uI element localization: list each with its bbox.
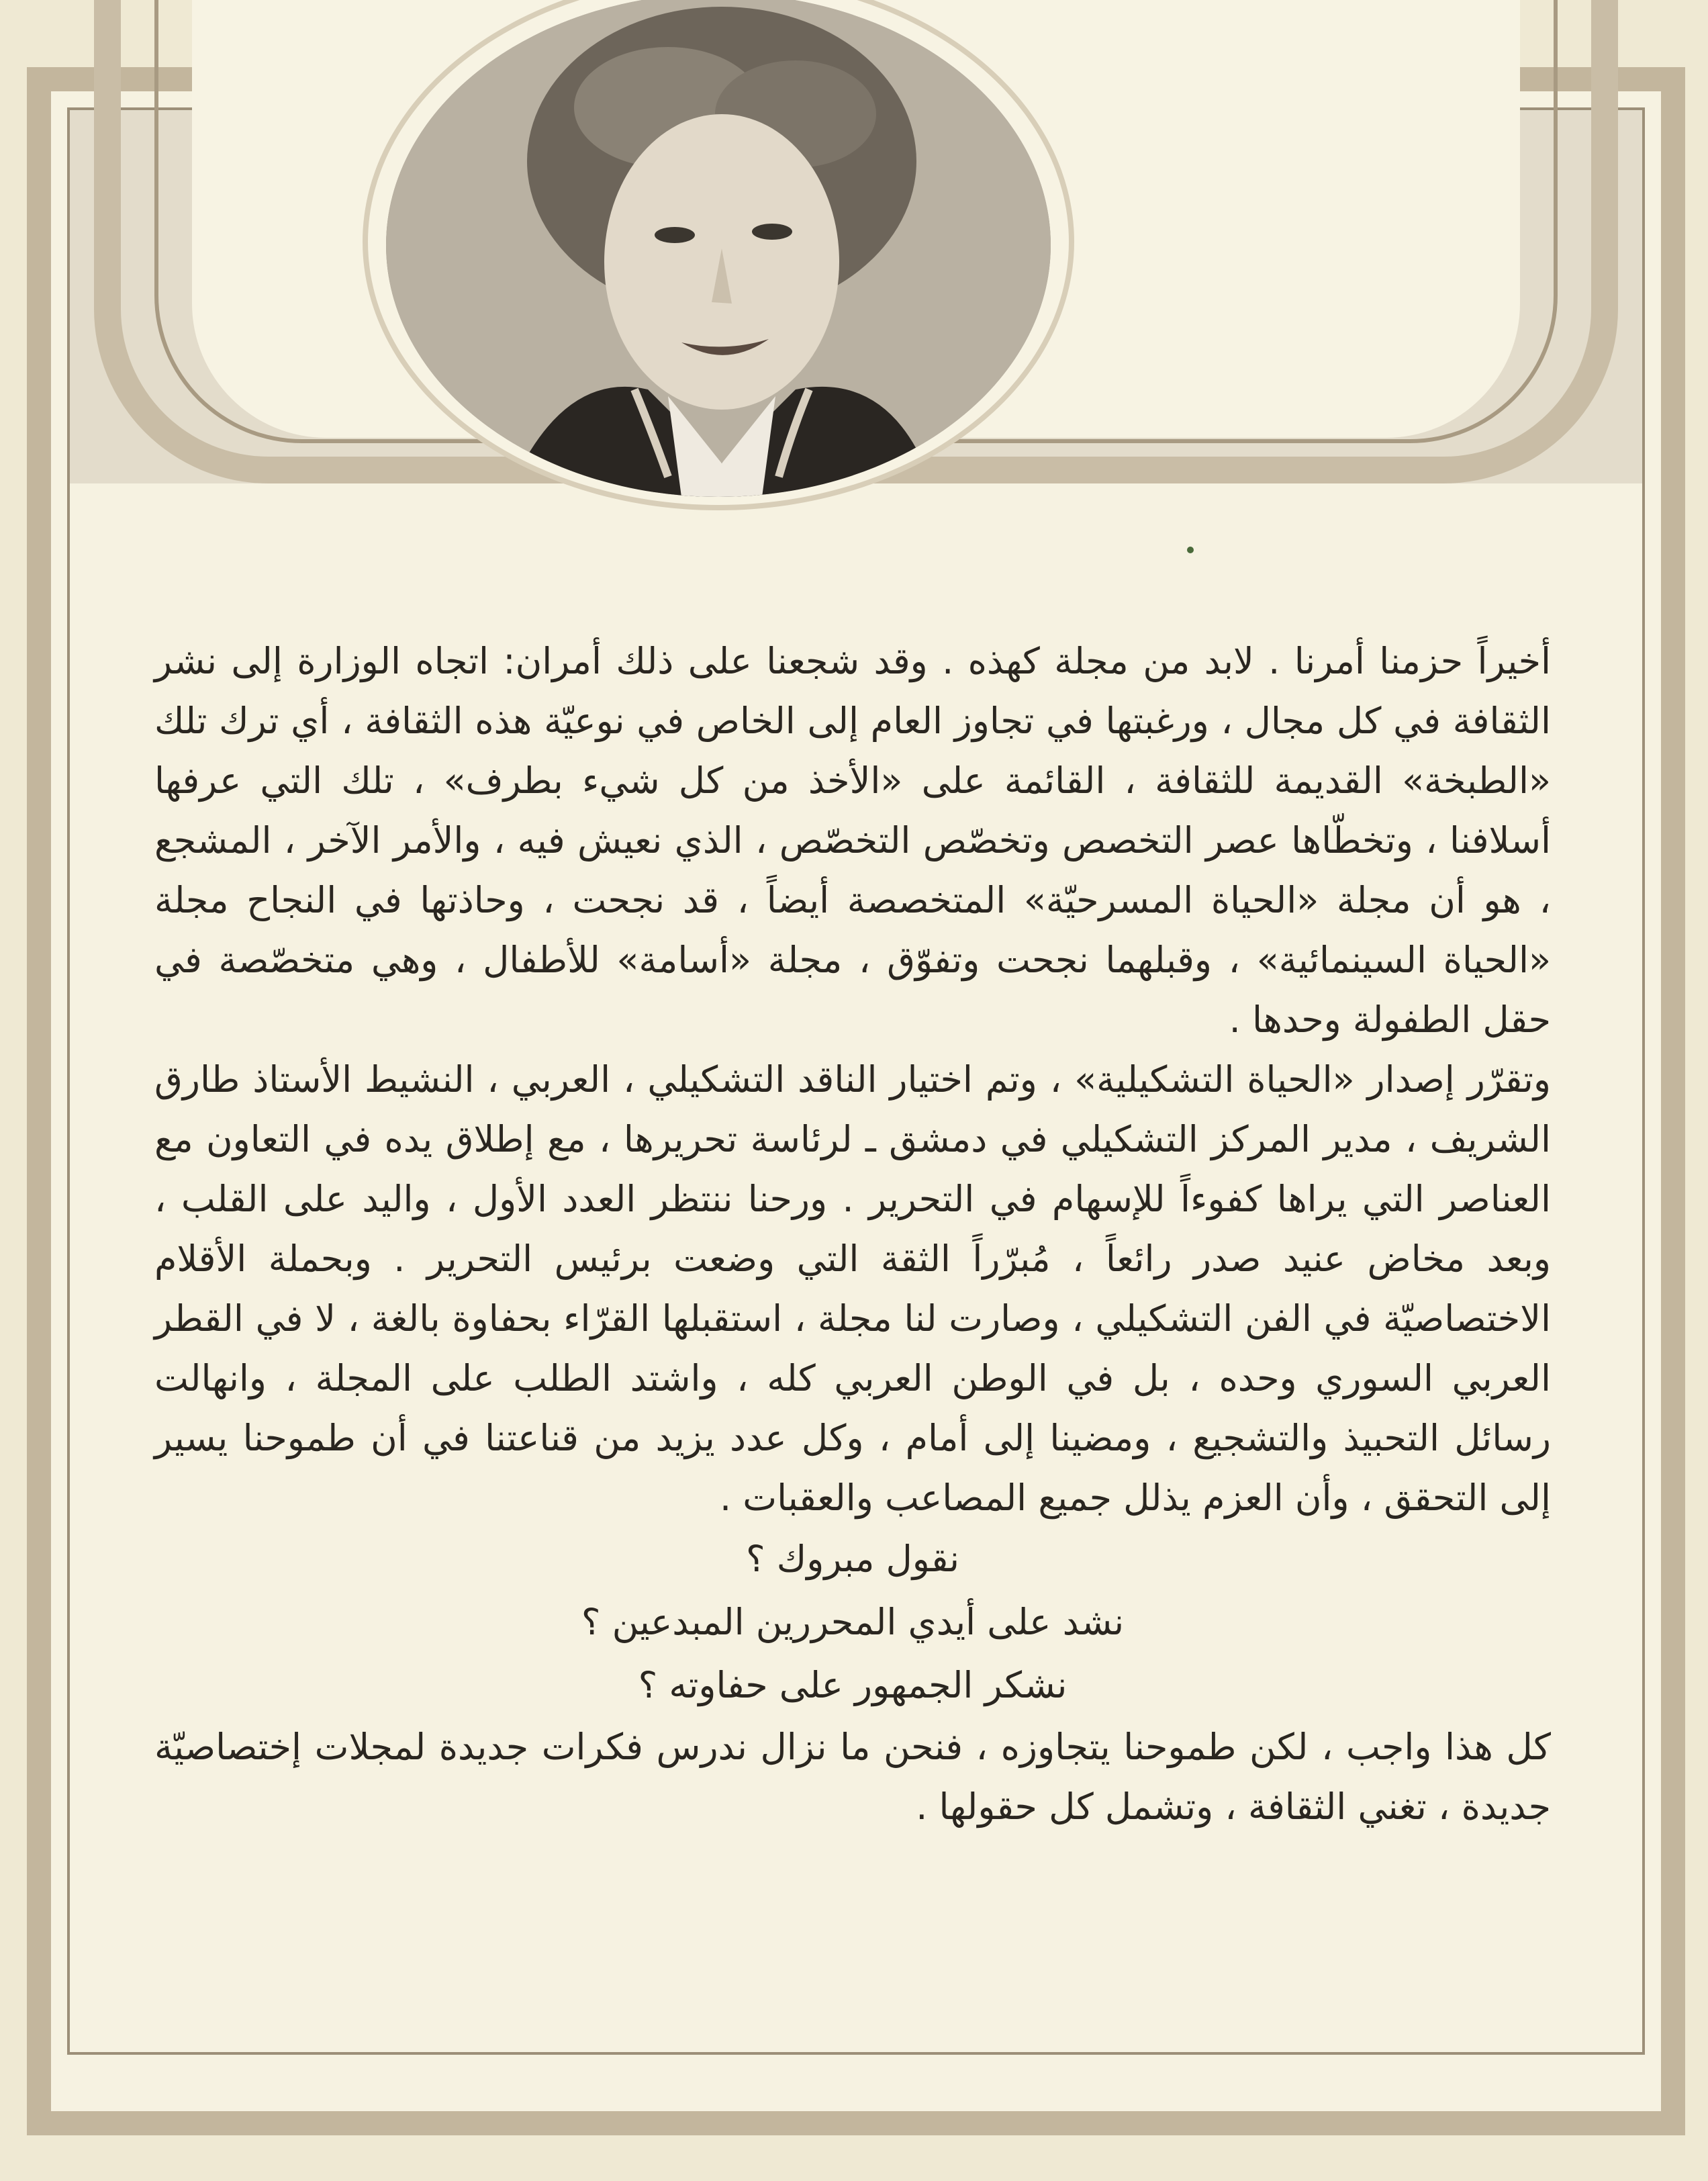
editorial-article — [154, 631, 1551, 1837]
portrait-photo-icon — [386, 0, 1051, 497]
article-paragraph-1: أخيراً حزمنا أمرنا . لابد من مجلة كهذه . وقد شجعنا على ذلك أمران: اتجاه الوزارة إلى نشر الثقافة في كل مجال ، ورغبتها في تجاوز العام إلى الخاص في نوعيّة هذه الثقافة ، أي ترك تلك «الطبخة» القديمة للثقافة ، القائمة على «الأخذ من كل شيء بطرف» ، تلك التي عرفها أسلافنا ، وتخطّاها عصر التخصص وتخصّص التخصّص ، الذي نعيش فيه ، والأمر الآخر ، المشجع ، هو أن مجلة «الحياة المسرحيّة» المتخصصة أيضاً ، قد نجحت ، وحاذتها في النجاح مجلة «الحياة السينمائية» ، وقبلهما نجحت وتفوّق ، مجلة «أسامة» للأطفال ، وهي متخصّصة في حقل الطفولة وحدها . — [154, 640, 1551, 1041]
question-line-1: نقول مبروك ؟ — [745, 1538, 960, 1580]
ink-speck — [1187, 547, 1194, 553]
question-line-2: نشد على أيدي المحررين المبدعين ؟ — [581, 1601, 1125, 1643]
closing-paragraph: كل هذا واجب ، لكن طموحنا يتجاوزه ، فنحن ما نزال ندرس فكرات جديدة لمجلات إختصاصيّة جديدة ، تغني الثقافة ، وتشمل كل حقولها . — [154, 1726, 1551, 1828]
question-line-3: نشكر الجمهور على حفاوته ؟ — [638, 1664, 1068, 1706]
article-paragraph-2: وتقرّر إصدار «الحياة التشكيلية» ، وتم اختيار الناقد التشكيلي ، العربي ، النشيط الأستاذ طارق الشريف ، مدير المركز التشكيلي في دمشق ـ لرئاسة تحريرها ، مع إطلاق يده في التعاون مع العناصر التي يراها كفوءاً للإسهام في التحرير . ورحنا ننتظر العدد الأول ، واليد على القلب ، وبعد مخاض عنيد صدر رائعاً ، مُبرّراً الثقة التي وضعت برئيس التحرير . وبحملة الأقلام الاختصاصيّة في الفن التشكيلي ، وصارت لنا مجلة ، استقبلها القرّاء بحفاوة بالغة ، لا في القطر العربي السوري وحده ، بل في الوطن العربي كله ، واشتد الطلب على المجلة ، وانهالت رسائل التحبيذ والتشجيع ، ومضينا إلى أمام ، وكل عدد يزيد من قناعتنا في أن طموحنا يسير إلى التحقق ، وأن العزم يذلل جميع المصاعب والعقبات . — [154, 1058, 1551, 1519]
